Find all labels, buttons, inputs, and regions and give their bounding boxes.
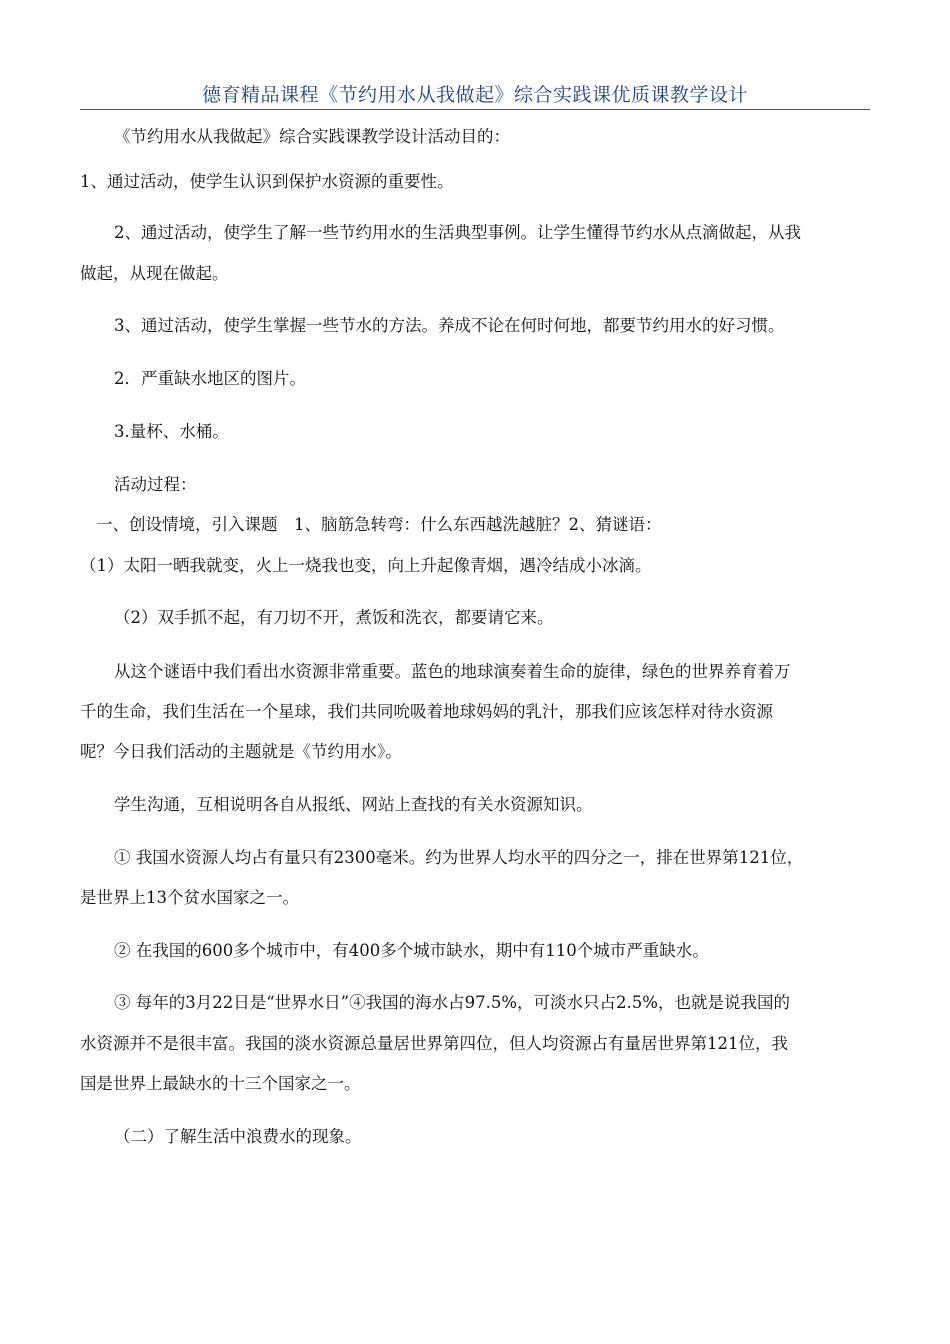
- body-line: 一、创设情境，引入课题 1、脑筋急转弯：什么东西越洗越脏？2、猜谜语：: [96, 515, 662, 534]
- body-line: 是世界上13个贫水国家之一。: [80, 888, 299, 907]
- body-line: 活动过程：: [114, 475, 197, 494]
- body-line: 从这个谜语中我们看出水资源非常重要。蓝色的地球演奏着生命的旋律，绿色的世界养育着万: [114, 662, 791, 681]
- body-line: （2）双手抓不起，有刀切不开，煮饭和洗衣，都要请它来。: [114, 608, 554, 627]
- body-line: 做起，从现在做起。: [80, 264, 229, 283]
- body-line: ③ 每年的3月22日是“世界水日”④我国的海水占97.5%，可淡水只占2.5%，也就是说我国的: [114, 993, 790, 1012]
- body-line: ① 我国水资源人均占有量只有2300毫米。约为世界人均水平的四分之一，排在世界第121位，: [114, 848, 804, 867]
- body-line: 水资源并不是很丰富。我国的淡水资源总量居世界第四位，但人均资源占有量居世界第121位，我: [80, 1034, 788, 1053]
- body-line: 《节约用水从我做起》综合实践课教学设计活动目的：: [114, 127, 510, 146]
- body-line: 国是世界上最缺水的十三个国家之一。: [80, 1074, 361, 1093]
- header-divider: [80, 109, 870, 110]
- body-line: 3.量杯、水桶。: [114, 422, 229, 441]
- body-line: （二）了解生活中浪费水的现象。: [114, 1127, 362, 1146]
- body-line: ② 在我国的600多个城市中，有400多个城市缺水，期中有110个城市严重缺水。: [114, 941, 709, 960]
- body-line: 学生沟通，互相说明各自从报纸、网站上查找的有关水资源知识。: [114, 795, 593, 814]
- body-line: 呢？今日我们活动的主题就是《节约用水》。: [80, 742, 402, 761]
- body-line: 2．严重缺水地区的图片。: [114, 369, 306, 388]
- body-line: （1）太阳一晒我就变，火上一烧我也变，向上升起像青烟，遇冷结成小冰滴。: [80, 556, 652, 575]
- body-line: 2、通过活动，使学生了解一些节约用水的生活典型事例。让学生懂得节约水从点滴做起，从我: [114, 223, 801, 242]
- body-line: 1、通过活动，使学生认识到保护水资源的重要性。: [80, 172, 454, 191]
- body-line: 千的生命，我们生活在一个星球，我们共同吮吸着地球妈妈的乳汁，那我们应该怎样对待水资源: [80, 702, 773, 721]
- page-header-title: 德育精品课程《节约用水从我做起》综合实践课优质课教学设计: [201, 84, 748, 106]
- body-line: 3、通过活动，使学生掌握一些节水的方法。养成不论在何时何地，都要节约用水的好习惯。: [114, 316, 785, 335]
